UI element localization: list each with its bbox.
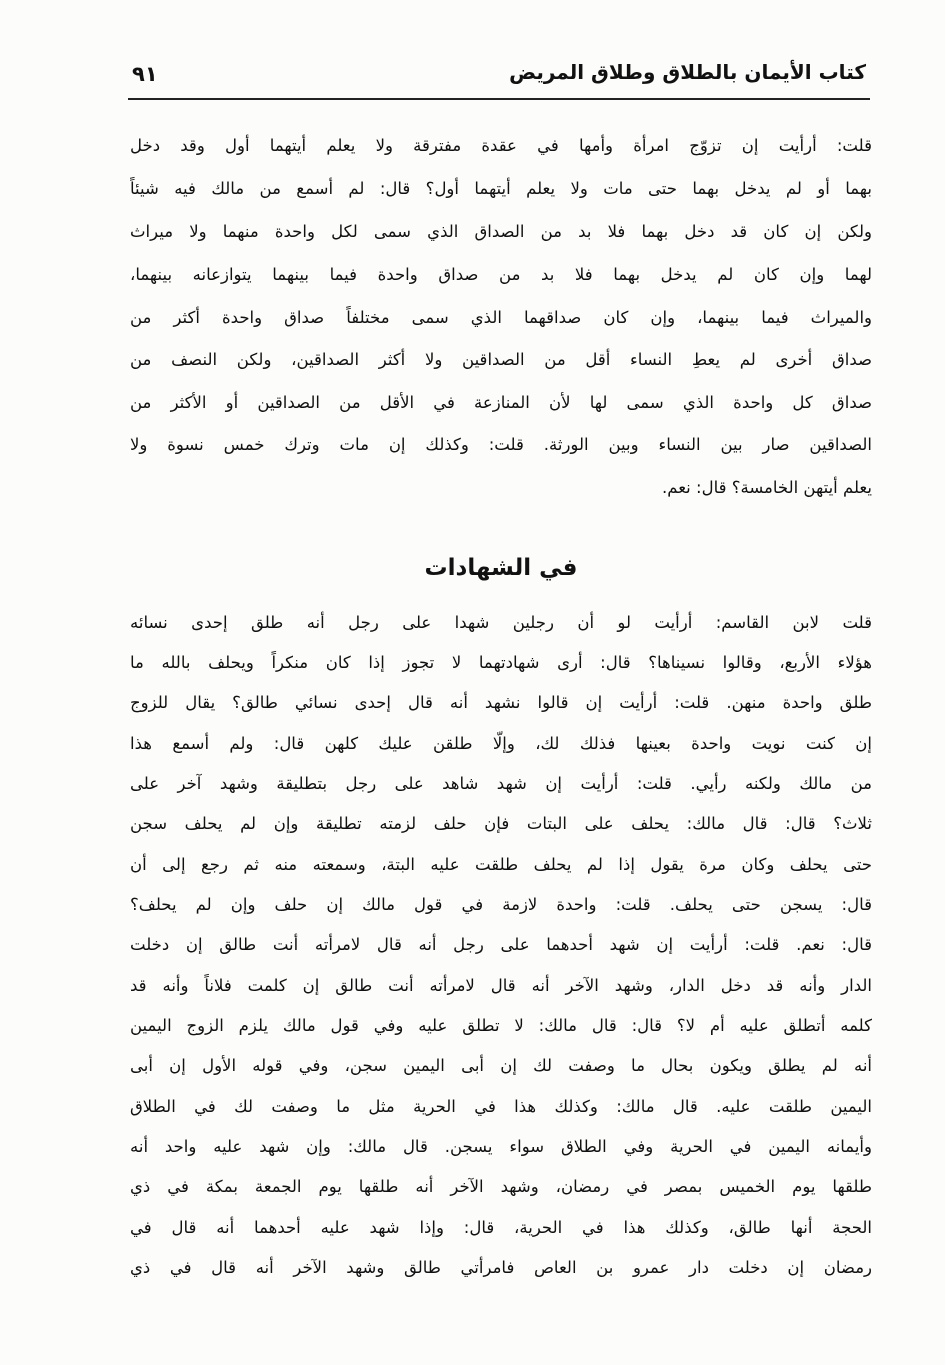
- paragraph1-line: بهما أو لم يدخل بهما حتى مات ولا يعلم أيتهما أول؟ قال: لم أسمع من مالك فيه شيئاً: [130, 179, 872, 198]
- paragraph1-line: لهما وإن كان لم يدخل بهما فلا بد من صداق واحدة فيما بينهما يتوازعانه بينهما،: [130, 265, 872, 284]
- header-title: كتاب الأيمان بالطلاق وطلاق المريض: [509, 60, 866, 84]
- page-number: ٩١: [132, 62, 158, 86]
- paragraph1-line: صداق كل واحدة الذي سمى لها لأن المنازعة في الأقل من الصداقين أو الأكثر من: [130, 393, 872, 412]
- paragraph2-line: حتى يحلف وكان مرة يقول إذا لم يحلف طلقت عليه البتة، وسمعته منه ثم رجع إلى أن: [130, 855, 872, 874]
- paragraph2-line: الدار وأنه قد دخل الدار، وشهد الآخر أنه قال لامرأته أنت طالق إن كلمت فلاناً وأنه قد: [130, 976, 872, 995]
- paragraph2-line: هؤلاء الأربع، وقالوا نسيناها؟ قال: أرى شهادتهما لا تجوز إذا كان منكراً ويحلف بالله ما: [130, 653, 872, 672]
- running-header: [128, 58, 870, 100]
- section-heading: في الشهادات: [424, 555, 578, 581]
- paragraph1-line: الصداقين صار بين النساء وبين الورثة. قلت: وكذلك إن مات وترك خمس نسوة ولا: [130, 435, 872, 454]
- paragraph2-line: إن كنت نويت واحدة بعينها فذلك لك، وإلّا طلقن عليك كلهن قال: ولم أسمع هذا: [130, 734, 872, 753]
- paragraph2-line: من مالك ولكنه رأيي. قلت: أرأيت إن شهد شاهد على رجل بتطليقة وشهد آخر على: [130, 774, 872, 793]
- paragraph1-line: صداق أخرى لم يعطِ النساء أقل من الصداقين ولا أكثر الصداقين، ولكن النصف من: [130, 350, 872, 369]
- paragraph2-line: أنه لم يطلق ويكون بحال ما وصفت لك إن أبى اليمين سجن، وفي قوله الأول إن أبى: [130, 1056, 872, 1075]
- paragraph1-line: يعلم أيتهن الخامسة؟ قال: نعم.: [662, 478, 872, 497]
- paragraph2-line: قال: نعم. قلت: أرأيت إن شهد أحدهما على رجل أنه قال لامرأته أنت طالق إن دخلت: [130, 935, 872, 954]
- paragraph2-line: كلمه أتطلق عليه أم لا؟ قال: قال مالك: لا تطلق عليه وفي قول مالك يلزم الزوج اليمين: [130, 1016, 872, 1035]
- paragraph2-line: الحجة أنها طالق، وكذلك هذا في الحرية، قال: وإذا شهد عليه أحدهما أنه قال في: [130, 1218, 872, 1237]
- paragraph1-line: قلت: أرأيت إن تزوّج امرأة وأمها في عقدة مفترقة ولا يعلم أيتهما أول وقد دخل: [130, 136, 872, 155]
- paragraph2-line: قلت لابن القاسم: أرأيت لو أن رجلين شهدا على رجل أنه طلق إحدى نسائه: [130, 613, 872, 632]
- paragraph2-line: طلق واحدة منهن. قلت: أرأيت إن قالوا نشهد أنه قال إحدى نسائي طالق؟ يقال للزوج: [130, 693, 872, 712]
- paragraph2-line: رمضان إن دخلت دار عمرو بن العاص فامرأتي طالق وشهد الآخر أنه قال في ذي: [130, 1258, 872, 1277]
- paragraph2-line: وأيمانه اليمين في الحرية وفي الطلاق سواء يسجن. قال مالك: وإن شهد عليه واحد أنه: [130, 1137, 872, 1156]
- paragraph1-line: ولكن إن كان قد دخل بهما فلا بد من الصداق الذي سمى لكل واحدة منهما ولا ميراث: [130, 222, 872, 241]
- paragraph1-line: والميراث فيما بينهما، وإن كان صداقهما الذي سمى مختلفاً صداق واحدة أكثر من: [130, 308, 872, 327]
- paragraph2-line: اليمين طلقت عليه. قال مالك: وكذلك هذا في الحرية مثل ما وصفت لك في الطلاق: [130, 1097, 872, 1116]
- paragraph2-line: قال: يسجن حتى يحلف. قلت: واحدة لازمة في قول مالك إن حلف وإن لم يحلف؟: [130, 895, 872, 914]
- paragraph2-line: طلقها يوم الخميس بمصر في رمضان، وشهد الآخر أنه طلقها يوم الجمعة بمكة في ذي: [130, 1177, 872, 1196]
- paragraph2-line: ثلاث؟ قال: قال مالك: يحلف على البتات فإن حلف لزمته تطليقة وإن لم يحلف سجن: [130, 814, 872, 833]
